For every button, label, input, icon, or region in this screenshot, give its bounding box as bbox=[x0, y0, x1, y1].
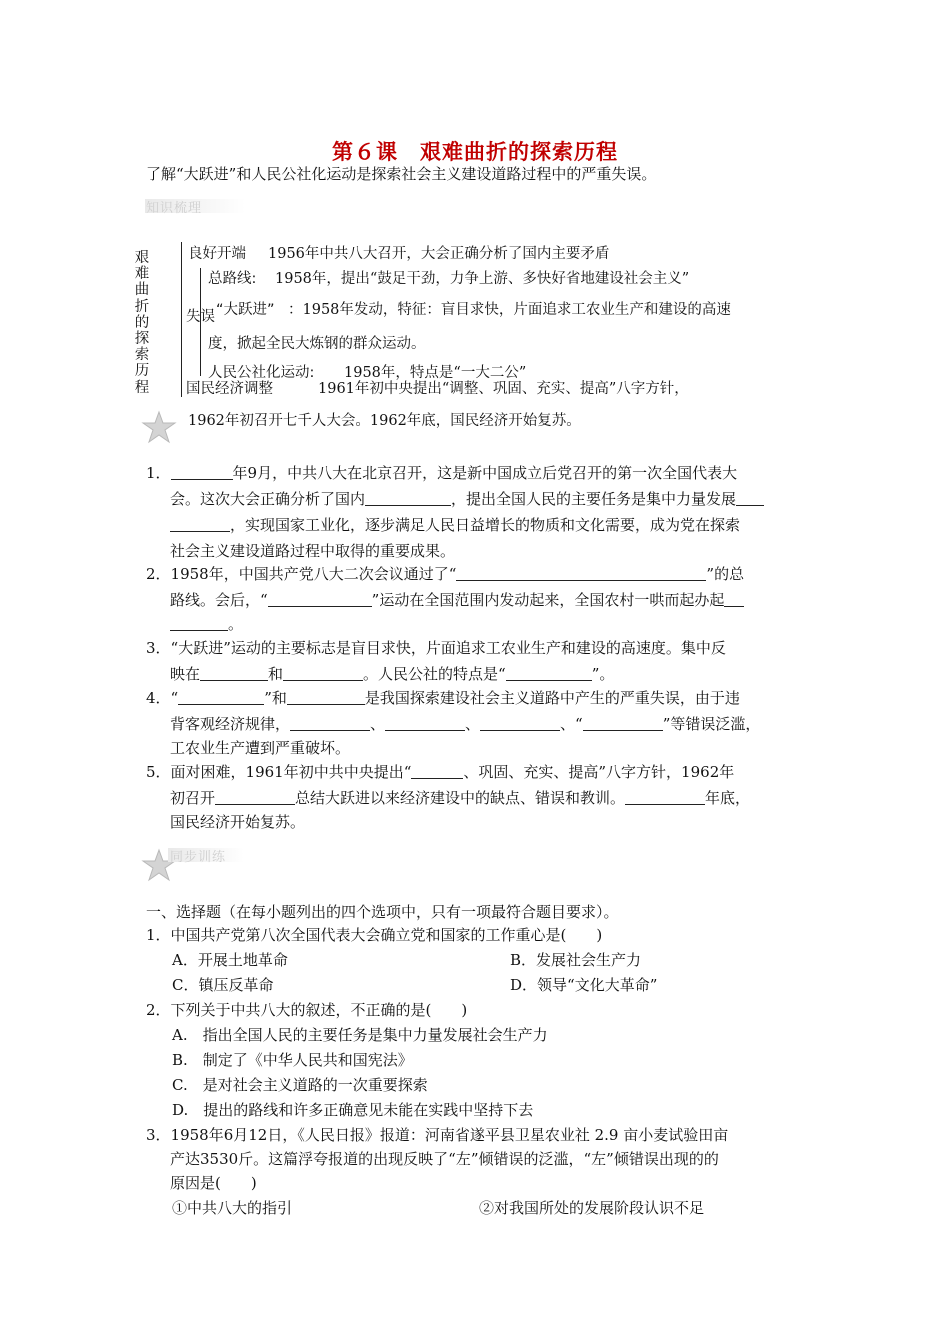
blank[interactable] bbox=[287, 689, 365, 705]
mistake-label: 失误 bbox=[186, 309, 215, 325]
blank[interactable] bbox=[170, 615, 228, 631]
page-title: 第６课 艰难曲折的探索历程 bbox=[332, 140, 618, 164]
blank[interactable] bbox=[583, 715, 663, 731]
blank[interactable] bbox=[171, 464, 233, 480]
blank[interactable] bbox=[480, 715, 560, 731]
general-line-label: 总路线: bbox=[208, 271, 257, 287]
leap-text-1: ：1958年发动，特征：盲目求快，片面追求工农业生产和建设的高速 bbox=[288, 302, 731, 318]
choice-q3-stem-3: 原因是( ) bbox=[170, 1174, 257, 1192]
choice-q3-stem-2: 产达3530斤。这篇浮夸报道的出现反映了“左”倾错误的泛滥，“左”倾错误出现的的 bbox=[170, 1150, 719, 1168]
fill-question-4: 4．“ ”和 是我国探索建设社会主义道路中产生的严重失误，由于违 bbox=[146, 689, 740, 707]
fill-question-2-line2: 路线。会后，“ ”运动在全国范围内发动起来，全国农村一哄而起办起 bbox=[170, 587, 744, 613]
blank[interactable] bbox=[215, 789, 295, 805]
choice-q2-option-a[interactable]: A. 指出全国人民的主要任务是集中力量发展社会生产力 bbox=[172, 1026, 548, 1044]
choice-q1-option-d[interactable]: D．领导“文化大革命” bbox=[510, 976, 658, 994]
choice-q1-option-a[interactable]: A．开展土地革命 bbox=[172, 951, 288, 969]
section-sync: 同步训练 bbox=[170, 850, 227, 865]
fill-question-1: 1． 年9月，中共八大在北京召开，这是新中国成立后党召开的第一次全国代表大 bbox=[146, 464, 738, 482]
fill-question-5-line3: 国民经济开始复苏。 bbox=[170, 813, 306, 831]
leap-label: “大跃进” bbox=[216, 302, 275, 318]
choice-q2-option-c[interactable]: C. 是对社会主义道路的一次重要探索 bbox=[172, 1076, 428, 1094]
blank[interactable] bbox=[178, 689, 264, 705]
choice-q1-option-b[interactable]: B．发展社会生产力 bbox=[510, 951, 642, 969]
diagram-vertical-title: 艰难曲折的探索历程 bbox=[134, 250, 150, 396]
blank[interactable] bbox=[268, 591, 372, 607]
choice-q3-stem-1: 3．1958年6月12日，《人民日报》报道：河南省遂平县卫星农业社 2.9 亩小麦试验田亩 bbox=[146, 1126, 729, 1144]
blank[interactable] bbox=[411, 763, 463, 779]
good-start-label: 良好开端 bbox=[188, 246, 246, 262]
choice-q1-stem: 1．中国共产党第八次全国代表大会确立党和国家的工作重心是( ) bbox=[146, 926, 603, 944]
choice-q2-option-d[interactable]: D. 提出的路线和许多正确意见未能在实践中坚持下去 bbox=[172, 1101, 534, 1119]
leap-text-2: 度，掀起全民大炼钢的群众运动。 bbox=[208, 336, 426, 352]
fill-question-5-line2: 初召开 总结大跃进以来经济建设中的缺点、错误和教训。 年底， bbox=[170, 789, 751, 807]
choice-q2-option-b[interactable]: B. 制定了《中华人民共和国宪法》 bbox=[172, 1051, 413, 1069]
fill-question-2-line3: 。 bbox=[170, 611, 243, 637]
choice-q2-stem: 2．下列关于中共八大的叙述，不正确的是( ) bbox=[146, 1001, 468, 1019]
fill-question-4-line3: 工农业生产遭到严重破坏。 bbox=[170, 739, 351, 757]
blank[interactable] bbox=[736, 490, 764, 506]
fill-question-1-line4: 社会主义建设道路过程中取得的重要成果。 bbox=[170, 542, 456, 560]
blank[interactable] bbox=[625, 789, 705, 805]
diagram-brace-main bbox=[181, 242, 182, 397]
adjust-text-1: 1961年初中央提出“调整、巩固、充实、提高”八字方针， bbox=[318, 381, 689, 397]
star-icon bbox=[141, 410, 177, 444]
good-start-text: 1956年中共八大召开，大会正确分析了国内主要矛盾 bbox=[268, 246, 610, 262]
blank[interactable] bbox=[506, 665, 592, 681]
choice-q3-option-1[interactable]: ①中共八大的指引 bbox=[172, 1199, 293, 1217]
section-knowledge: 知识梳理 bbox=[146, 201, 203, 216]
choice-heading: 一、选择题（在每小题列出的四个选项中，只有一项最符合题目要求）。 bbox=[146, 903, 619, 921]
adjust-text-2: 1962年初召开七千人大会。1962年底，国民经济开始复苏。 bbox=[188, 413, 581, 429]
fill-question-1-line3: ，实现国家工业化，逐步满足人民日益增长的物质和文化需要，成为党在探索 bbox=[170, 512, 740, 538]
commune-text: 1958年，特点是“一大二公” bbox=[344, 365, 527, 381]
blank[interactable] bbox=[385, 715, 465, 731]
objective-text: 了解“大跃进”和人民公社化运动是探索社会主义建设道路过程中的严重失误。 bbox=[146, 165, 657, 183]
fill-question-3-line2: 映在 和 。人民公社的特点是“ ”。 bbox=[170, 665, 615, 683]
blank[interactable] bbox=[170, 516, 230, 532]
commune-label: 人民公社化运动: bbox=[208, 365, 315, 381]
blank[interactable] bbox=[365, 490, 451, 506]
fill-question-1-line2: 会。这次大会正确分析了国内 ，提出全国人民的主要任务是集中力量发展 bbox=[170, 486, 764, 512]
choice-q1-option-c[interactable]: C．镇压反革命 bbox=[172, 976, 274, 994]
blank[interactable] bbox=[200, 665, 268, 681]
blank[interactable] bbox=[283, 665, 363, 681]
blank[interactable] bbox=[456, 565, 706, 581]
fill-question-4-line2: 背客观经济规律， 、 、 、“ ”等错误泛滥， bbox=[170, 715, 761, 733]
choice-q3-option-2[interactable]: ②对我国所处的发展阶段认识不足 bbox=[479, 1199, 705, 1217]
fill-question-5: 5．面对困难，1961年初中共中央提出“ 、巩固、充实、提高”八字方针，1962年 bbox=[146, 763, 735, 781]
fill-question-3: 3．“大跃进”运动的主要标志是盲目求快，片面追求工农业生产和建设的高速度。集中反 bbox=[146, 639, 726, 657]
blank[interactable] bbox=[290, 715, 370, 731]
fill-question-2: 2．1958年，中国共产党八大二次会议通过了“ ”的总 bbox=[146, 565, 745, 583]
blank[interactable] bbox=[724, 591, 744, 607]
adjust-label: 国民经济调整 bbox=[186, 381, 273, 397]
general-line-text: 1958年，提出“鼓足干劲，力争上游、多快好省地建设社会主义” bbox=[275, 271, 690, 287]
